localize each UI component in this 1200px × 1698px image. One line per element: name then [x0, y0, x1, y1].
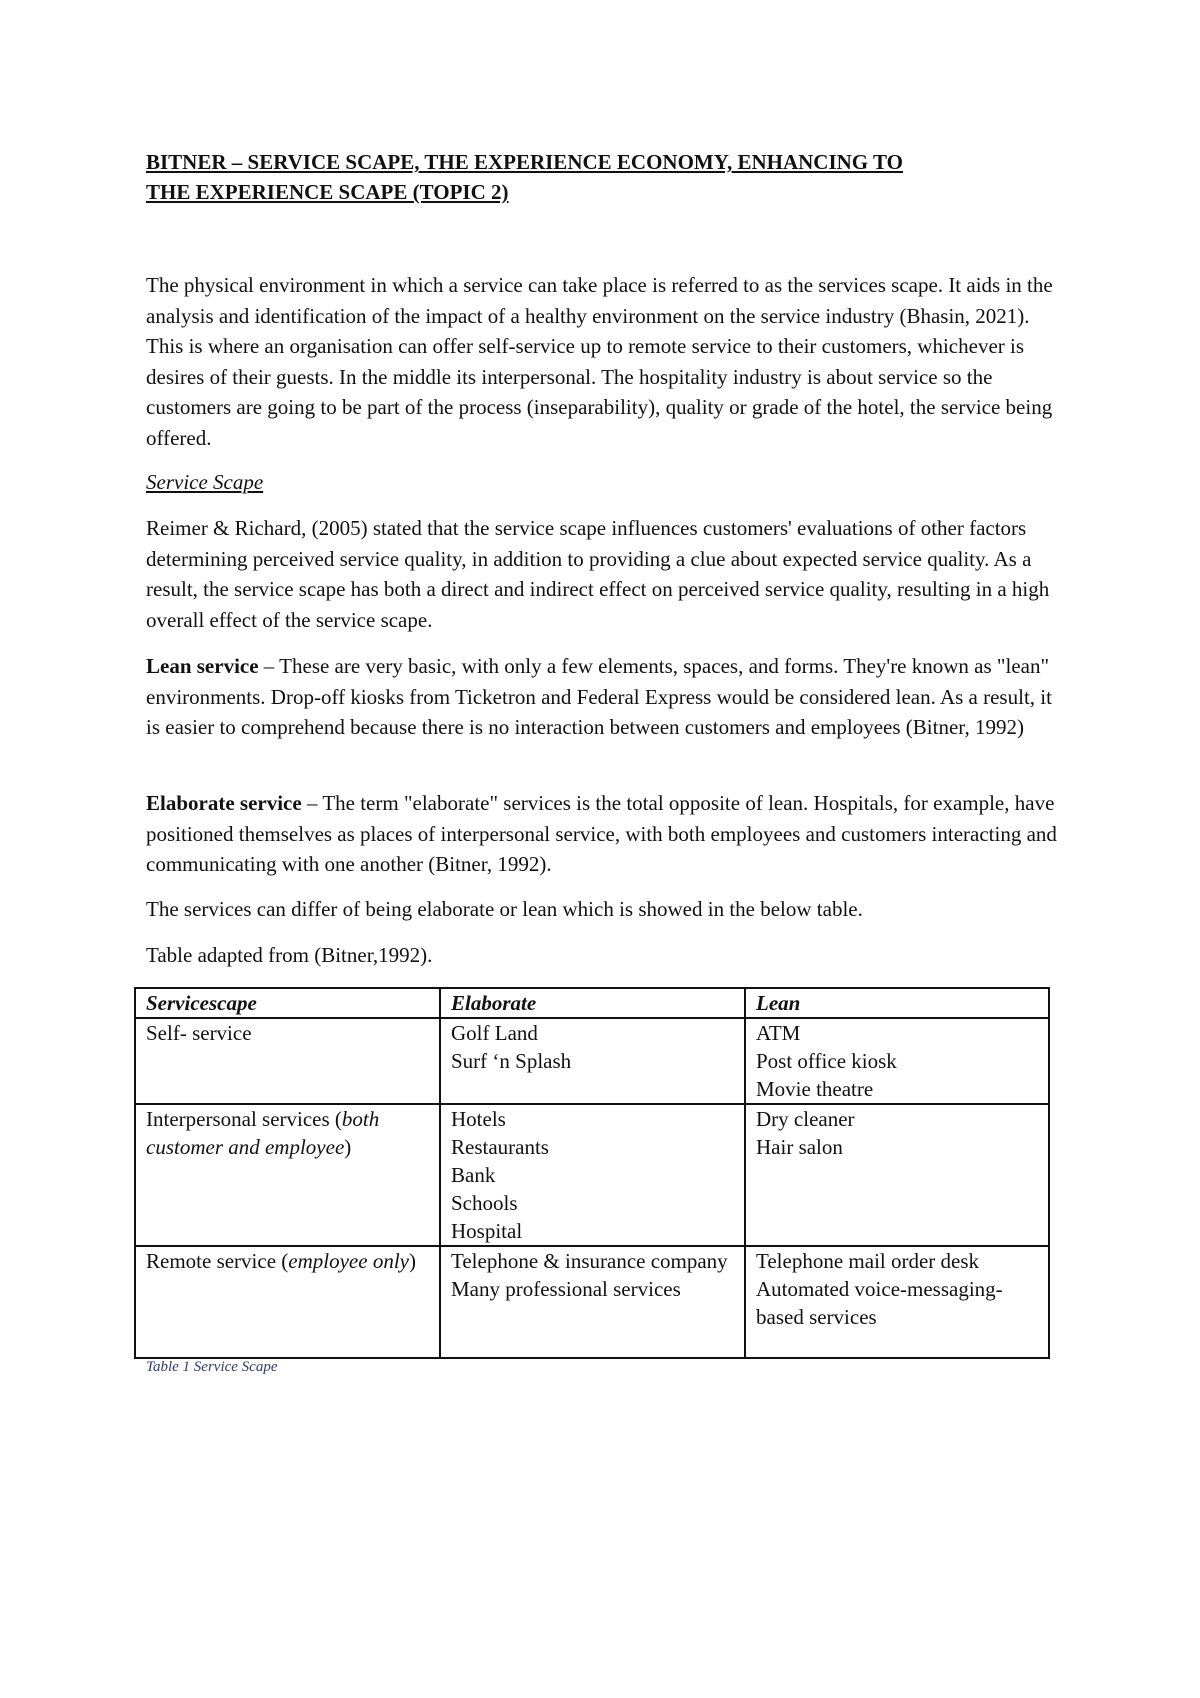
- cell-item: Movie theatre: [756, 1077, 874, 1101]
- lean-service-text: – These are very basic, with only a few elements, spaces, and forms. They're known as "lean" environments. Drop-off kiosks from Ticketron and Federal Express would be considered lean. As a result, it is easier to comprehend because there is no interaction between customers and employees (Bitner, 1992): [146, 654, 1052, 739]
- row-label-italic: employee only: [288, 1249, 409, 1273]
- cell-item: ATM: [756, 1021, 801, 1045]
- lean-cell: [745, 1104, 1049, 1246]
- table-caption: Table 1 Service Scape: [146, 1359, 278, 1375]
- elaborate-service-text: – The term "elaborate" services is the total opposite of lean. Hospitals, for example, have positioned themselves as places of interpersonal service, with both employees and customers interacting and communicating with one another (Bitner, 1992).: [146, 791, 1057, 876]
- cell-item: Dry cleaner: [756, 1107, 855, 1131]
- service-scape-heading-text: Service Scape: [146, 470, 264, 494]
- cell-item: Automated voice-messaging-based services: [756, 1277, 1003, 1329]
- cell-item: Restaurants: [451, 1135, 549, 1159]
- cell-item: Telephone & insurance company: [451, 1249, 728, 1273]
- differ-sentence: The services can differ of being elaborate or lean which is showed in the below table.: [146, 897, 863, 921]
- reimer-paragraph: Reimer & Richard, (2005) stated that the service scape influences customers' evaluations of other factors determining perceived service quality, in addition to providing a clue about expected service quality. As a result, the service scape has both a direct and indirect effect on perceived service quality, resulting in a high overall effect of the service scape.: [146, 516, 1050, 632]
- row-label-text: Remote service (: [146, 1249, 289, 1273]
- table-intro: Table adapted from (Bitner,1992).: [146, 943, 433, 967]
- cell-item: Many professional services: [451, 1277, 681, 1301]
- document-title: [146, 147, 1066, 207]
- row-label-self-service: [135, 1018, 440, 1104]
- elaborate-cell: [440, 1018, 745, 1104]
- cell-item: Hospital: [451, 1219, 523, 1243]
- row-label-interpersonal: [135, 1104, 440, 1246]
- elaborate-service-paragraph: [146, 788, 1066, 880]
- elaborate-cell: [440, 1246, 745, 1358]
- table-header-row: [135, 988, 1049, 1018]
- row-label-text: Interpersonal services (: [146, 1107, 342, 1131]
- elaborate-service-term: Elaborate service: [146, 791, 302, 815]
- cell-item: Post office kiosk: [756, 1049, 897, 1073]
- lean-service-term: Lean service: [146, 654, 259, 678]
- cell-item: Telephone mail order desk: [756, 1249, 980, 1273]
- header-lean: Lean: [745, 988, 1049, 1018]
- header-elaborate: Elaborate: [440, 988, 745, 1018]
- service-scape-heading: [146, 467, 1066, 498]
- lean-cell: [745, 1246, 1049, 1358]
- row-label-end: ): [408, 1249, 416, 1273]
- elaborate-cell: [440, 1104, 745, 1246]
- title-line-2: THE EXPERIENCE SCAPE (TOPIC 2): [146, 180, 509, 204]
- cell-item: Hair salon: [756, 1135, 843, 1159]
- lean-service-paragraph: [146, 651, 1066, 743]
- row-label-end: ): [344, 1135, 352, 1159]
- cell-item: Hotels: [451, 1107, 506, 1131]
- cell-item: Golf Land: [451, 1021, 538, 1045]
- servicescape-table: [134, 987, 1050, 1359]
- cell-item: Bank: [451, 1163, 496, 1187]
- row-label-italic: both customer and employee: [146, 1107, 380, 1159]
- table-row: [135, 1018, 1049, 1104]
- cell-item: Surf ‘n Splash: [451, 1049, 572, 1073]
- title-line-1: BITNER – SERVICE SCAPE, THE EXPERIENCE ECONOMY, ENHANCING TO: [146, 150, 903, 174]
- header-servicescape: Servicescape: [135, 988, 440, 1018]
- row-label-text: Self- service: [146, 1021, 252, 1045]
- cell-item: Schools: [451, 1191, 518, 1215]
- intro-paragraph: The physical environment in which a service can take place is referred to as the services scape. It aids in the analysis and identification of the impact of a healthy environment on the service industry (Bhasin, 2021). This is where an organisation can offer self-service up to remote service to their customers, whichever is desires of their guests. In the middle its interpersonal. The hospitality industry is about service so the customers are going to be part of the process (inseparability), quality or grade of the hotel, the service being offered.: [146, 273, 1053, 450]
- table-row: [135, 1104, 1049, 1246]
- row-label-remote: [135, 1246, 440, 1358]
- table-row: [135, 1246, 1049, 1358]
- lean-cell: [745, 1018, 1049, 1104]
